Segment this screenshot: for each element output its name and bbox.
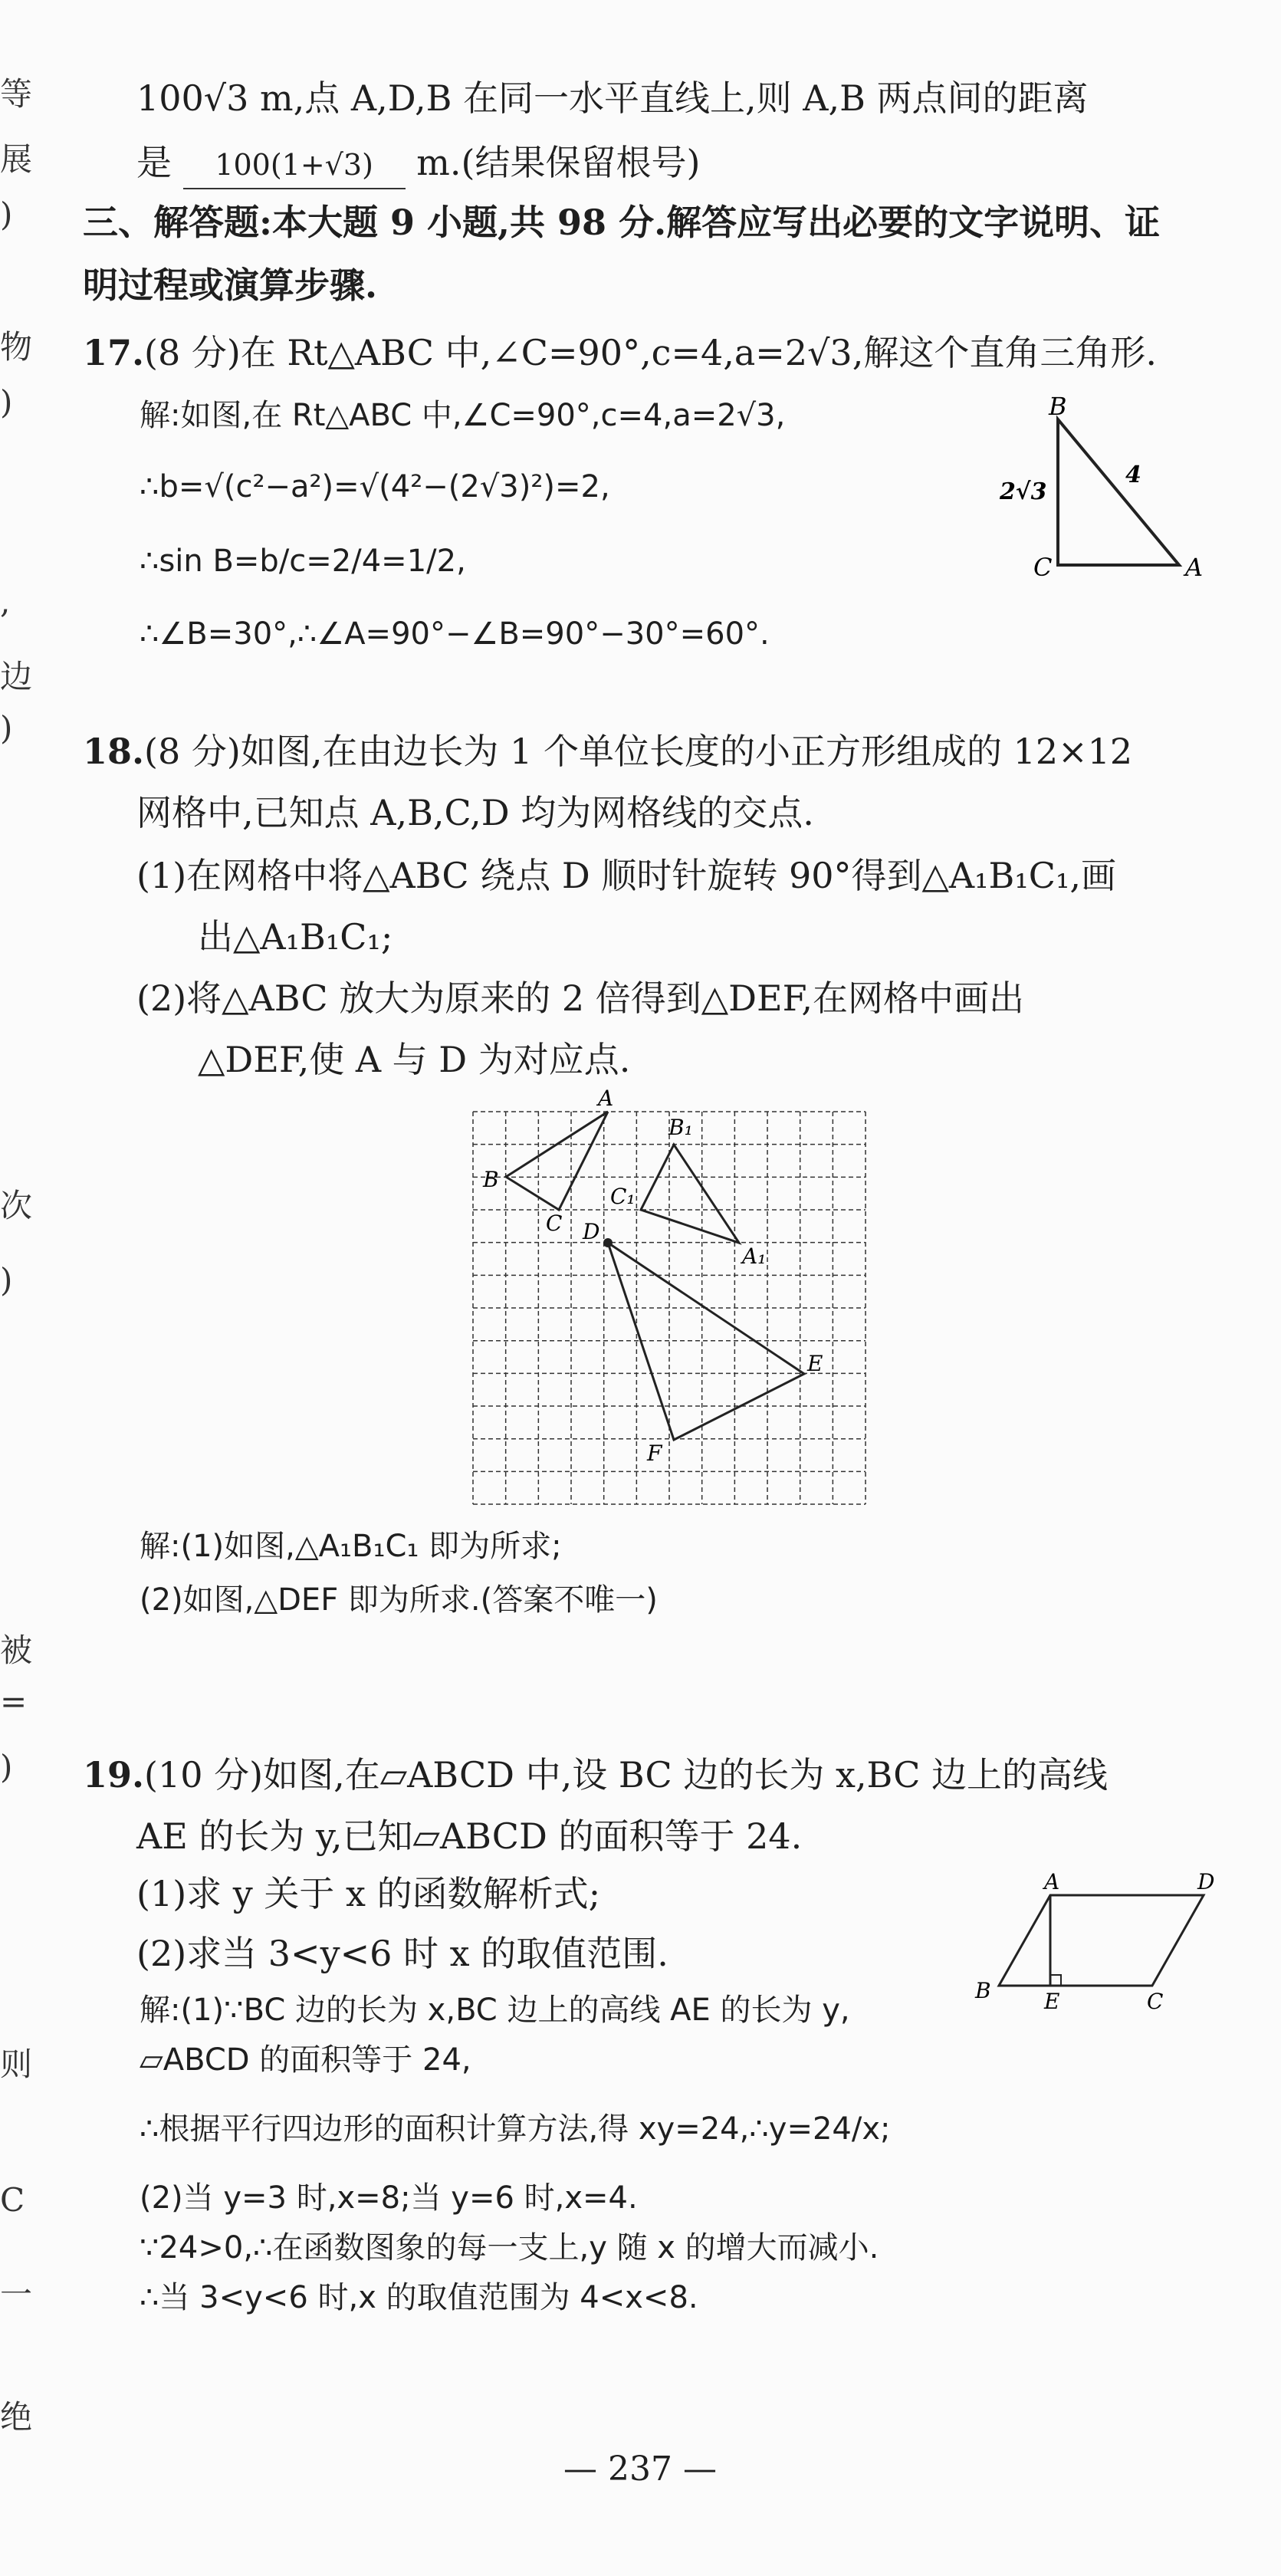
label-c: C [1147,1989,1164,2014]
q17-solution-line-3: ∴sin B=b/c=2/4=1/2, [140,544,466,579]
label-b1: B₁ [668,1115,693,1140]
edge-char: ) [0,196,13,233]
edge-char: = [0,1683,28,1720]
label-d: D [1197,1869,1215,1894]
edge-char: 次 [0,1187,33,1224]
section-heading-line-2: 明过程或演算步骤. [83,264,378,306]
q19-solution-line-6: ∴当 3<y<6 时,x 的取值范围为 4<x<8. [140,2280,698,2315]
q19-solution-line-2: ▱ABCD 的面积等于 24, [140,2042,471,2078]
edge-char: 则 [0,2045,33,2083]
q18-number: 18. [83,731,145,772]
q18-part-1-line-1: (1)在网格中将△ABC 绕点 D 顺时针旋转 90°得到△A₁B₁C₁,画 [136,855,1117,896]
label-a1: A₁ [742,1244,767,1269]
edge-char: , [0,583,11,620]
q19-part-2: (2)求当 3<y<6 时 x 的取值范围. [136,1933,668,1974]
label-d: D [583,1219,600,1244]
label-f: F [647,1441,662,1466]
answer-suffix: m.(结果保留根号) [416,142,701,183]
edge-char: 物 [0,328,33,366]
right-angle-mark [1050,1975,1061,1986]
edge-char: 绝 [0,2398,33,2436]
q19-number: 19. [83,1754,145,1796]
label-b: B [975,1978,991,2003]
label-c1: C₁ [610,1184,636,1209]
q19-part-1: (1)求 y 关于 x 的函数解析式; [136,1873,601,1914]
triangle-abc [506,1112,608,1210]
q19-solution-line-3: ∴根据平行四边形的面积计算方法,得 xy=24,∴y=24/x; [140,2111,891,2147]
label-e: E [1044,1989,1060,2014]
q19-stem-text: (10 分)如图,在▱ABCD 中,设 BC 边的长为 x,BC 边上的高线 [144,1754,1109,1796]
edge-char: 等 [0,75,33,113]
q17-number: 17. [83,332,145,373]
label-b: B [483,1167,499,1192]
edge-char: ) [0,1261,13,1299]
vertex-label-b: B [1049,392,1067,421]
q17-stem-text: (8 分)在 Rt△ABC 中,∠C=90°,c=4,a=2√3,解这个直角三角形. [144,332,1157,373]
label-a: A [1044,1869,1060,1894]
q18-solution-line-1: 解:(1)如图,△A₁B₁C₁ 即为所求; [140,1529,562,1564]
side-label-c: 4 [1125,462,1141,488]
triangle-a1b1c1 [641,1145,739,1243]
q18-solution-line-2: (2)如图,△DEF 即为所求.(答案不唯一) [140,1582,658,1618]
side-label-a: 2√3 [1000,478,1047,505]
page-number: — 237 — [563,2450,717,2489]
vertex-label-c: C [1033,553,1053,582]
q17-solution-line-1: 解:如图,在 Rt△ABC 中,∠C=90°,c=4,a=2√3, [140,398,786,433]
label-e: E [807,1351,823,1376]
edge-char: 展 [0,140,33,178]
q18-stem-text: (8 分)如图,在由边长为 1 个单位长度的小正方形组成的 12×12 [144,731,1133,772]
continued-question-line-2 [136,140,700,189]
q18-part-2-line-2: △DEF,使 A 与 D 为对应点. [198,1039,631,1080]
section-heading-line-1: 三、解答题:本大题 9 小题,共 98 分.解答应写出必要的文字说明、证 [83,202,1161,243]
q18-grid-figure [460,1089,889,1518]
triangle-abc [1058,419,1179,565]
q19-solution-line-1: 解:(1)∵BC 边的长为 x,BC 边上的高线 AE 的长为 y, [140,1993,850,2028]
edge-char: C [0,2181,25,2219]
answer-prefix: 是 [136,142,172,183]
edge-char: 被 [0,1631,33,1669]
q17-solution-line-4: ∴∠B=30°,∴∠A=90°−∠B=90°−30°=60°. [140,616,770,652]
q19-stem-line-2: AE 的长为 y,已知▱ABCD 的面积等于 24. [136,1815,803,1857]
edge-char: 一 [0,2275,33,2313]
continued-question-line-1: 100√3 m,点 A,D,B 在同一水平直线上,则 A,B 两点间的距离 [136,77,1089,119]
vertex-label-a: A [1185,553,1204,582]
q18-stem-line-2: 网格中,已知点 A,B,C,D 均为网格线的交点. [136,792,814,833]
q18-part-2-line-1: (2)将△ABC 放大为原来的 2 倍得到△DEF,在网格中画出 [136,978,1024,1019]
point-d [603,1238,613,1247]
q19-parallelogram-figure [974,1863,1227,2016]
q18-stem-line-1 [83,728,1132,774]
q17-right-triangle-figure [989,387,1234,586]
q19-solution-line-5: ∵24>0,∴在函数图象的每一支上,y 随 x 的增大而减小. [140,2230,879,2266]
triangle-def [608,1243,804,1440]
parallelogram-abcd [999,1895,1204,1986]
q17-stem [83,330,1157,376]
edge-char: ) [0,1748,13,1786]
edge-char: 边 [0,658,33,695]
dashed-grid [473,1112,865,1504]
edge-char: ) [0,709,13,747]
label-a: A [598,1089,614,1111]
q19-solution-line-4: (2)当 y=3 时,x=8;当 y=6 时,x=4. [140,2180,638,2216]
q18-part-1-line-2: 出△A₁B₁C₁; [198,916,393,958]
q17-solution-line-2: ∴b=√(c²−a²)=√(4²−(2√3)²)=2, [140,469,610,504]
q19-stem-line-1 [83,1752,1108,1798]
label-c: C [546,1211,563,1236]
edge-char: ) [0,383,13,421]
filled-answer: 100(1+√3) [183,142,406,189]
